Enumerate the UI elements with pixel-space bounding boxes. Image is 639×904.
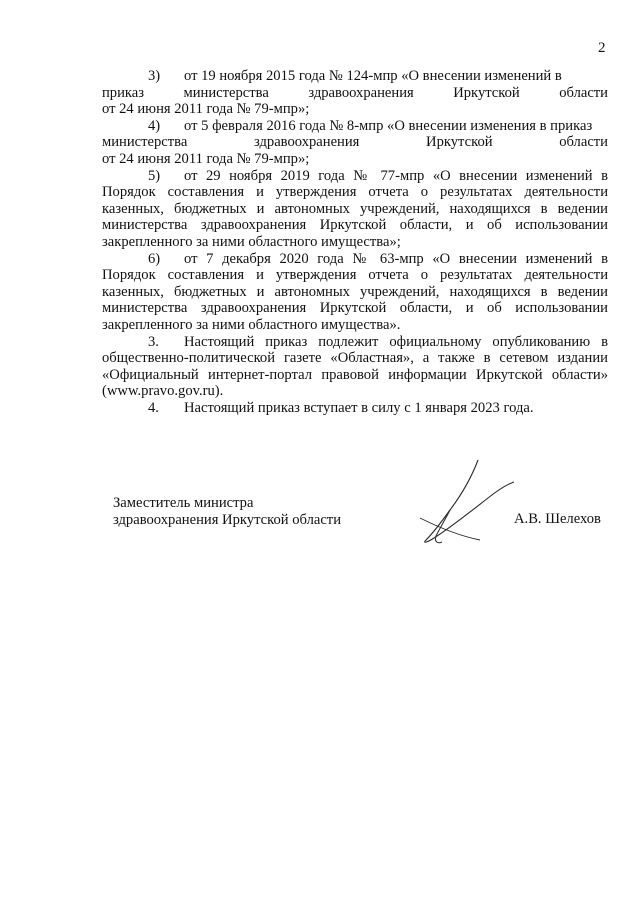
handwritten-signature bbox=[410, 458, 520, 558]
list-item bbox=[102, 334, 608, 400]
item-text: Настоящий приказ вступает в силу с 1 января 2023 года. bbox=[184, 399, 534, 416]
list-item bbox=[102, 168, 608, 251]
item-text-line: от 19 ноября 2015 года № 124-мпр «О внесении изменений в bbox=[184, 68, 562, 84]
item-number: 6) bbox=[148, 250, 161, 267]
item-text-line: приказ министерства здравоохранения Иркутской области bbox=[102, 84, 608, 101]
document-body bbox=[102, 68, 608, 416]
item-text: от 7 декабря 2020 года № 63-мпр «О внесении изменений в Порядок составления и утверждения отчета о результатах деятельности казенных, бюджетных и автономных учреждений, находящихся в ведении министерства здравоохранения Иркутской области, и об использовании закрепленного за ними областного имущества». bbox=[102, 250, 608, 333]
list-item bbox=[102, 400, 608, 417]
list-item bbox=[102, 118, 608, 168]
item-text-line: от 24 июня 2011 года № 79-мпр»; bbox=[102, 150, 310, 167]
list-item bbox=[102, 68, 608, 118]
item-number: 3) bbox=[148, 68, 161, 84]
signer-position-line: Заместитель министра bbox=[113, 495, 254, 511]
signer-position bbox=[113, 495, 341, 528]
item-text-line: от 5 февраля 2016 года № 8-мпр «О внесении изменения в приказ bbox=[184, 117, 593, 134]
page-number: 2 bbox=[598, 40, 606, 56]
list-item bbox=[102, 251, 608, 334]
signer-position-line: здравоохранения Иркутской области bbox=[113, 511, 341, 528]
item-text-line: министерства здравоохранения Иркутской области bbox=[102, 134, 608, 151]
item-number: 4) bbox=[148, 117, 161, 134]
item-number: 3. bbox=[148, 333, 159, 350]
item-number: 4. bbox=[148, 399, 159, 416]
item-text: от 29 ноября 2019 года № 77-мпр «О внесении изменений в Порядок составления и утверждения отчета о результатах деятельности казенных, бюджетных и автономных учреждений, находящихся в ведении министерства здравоохранения Иркутской области, и об использовании закрепленного за ними областного имущества»; bbox=[102, 167, 608, 250]
item-text-line: от 24 июня 2011 года № 79-мпр»; bbox=[102, 101, 310, 118]
item-text: Настоящий приказ подлежит официальному опубликованию в общественно-политической газете «Областная», а также в сетевом издании «Официальный интернет-портал правовой информации Иркутской области» (www.pravo.gov.ru). bbox=[102, 333, 608, 400]
item-number: 5) bbox=[148, 167, 161, 184]
signer-name: А.В. Шелехов bbox=[514, 511, 601, 527]
